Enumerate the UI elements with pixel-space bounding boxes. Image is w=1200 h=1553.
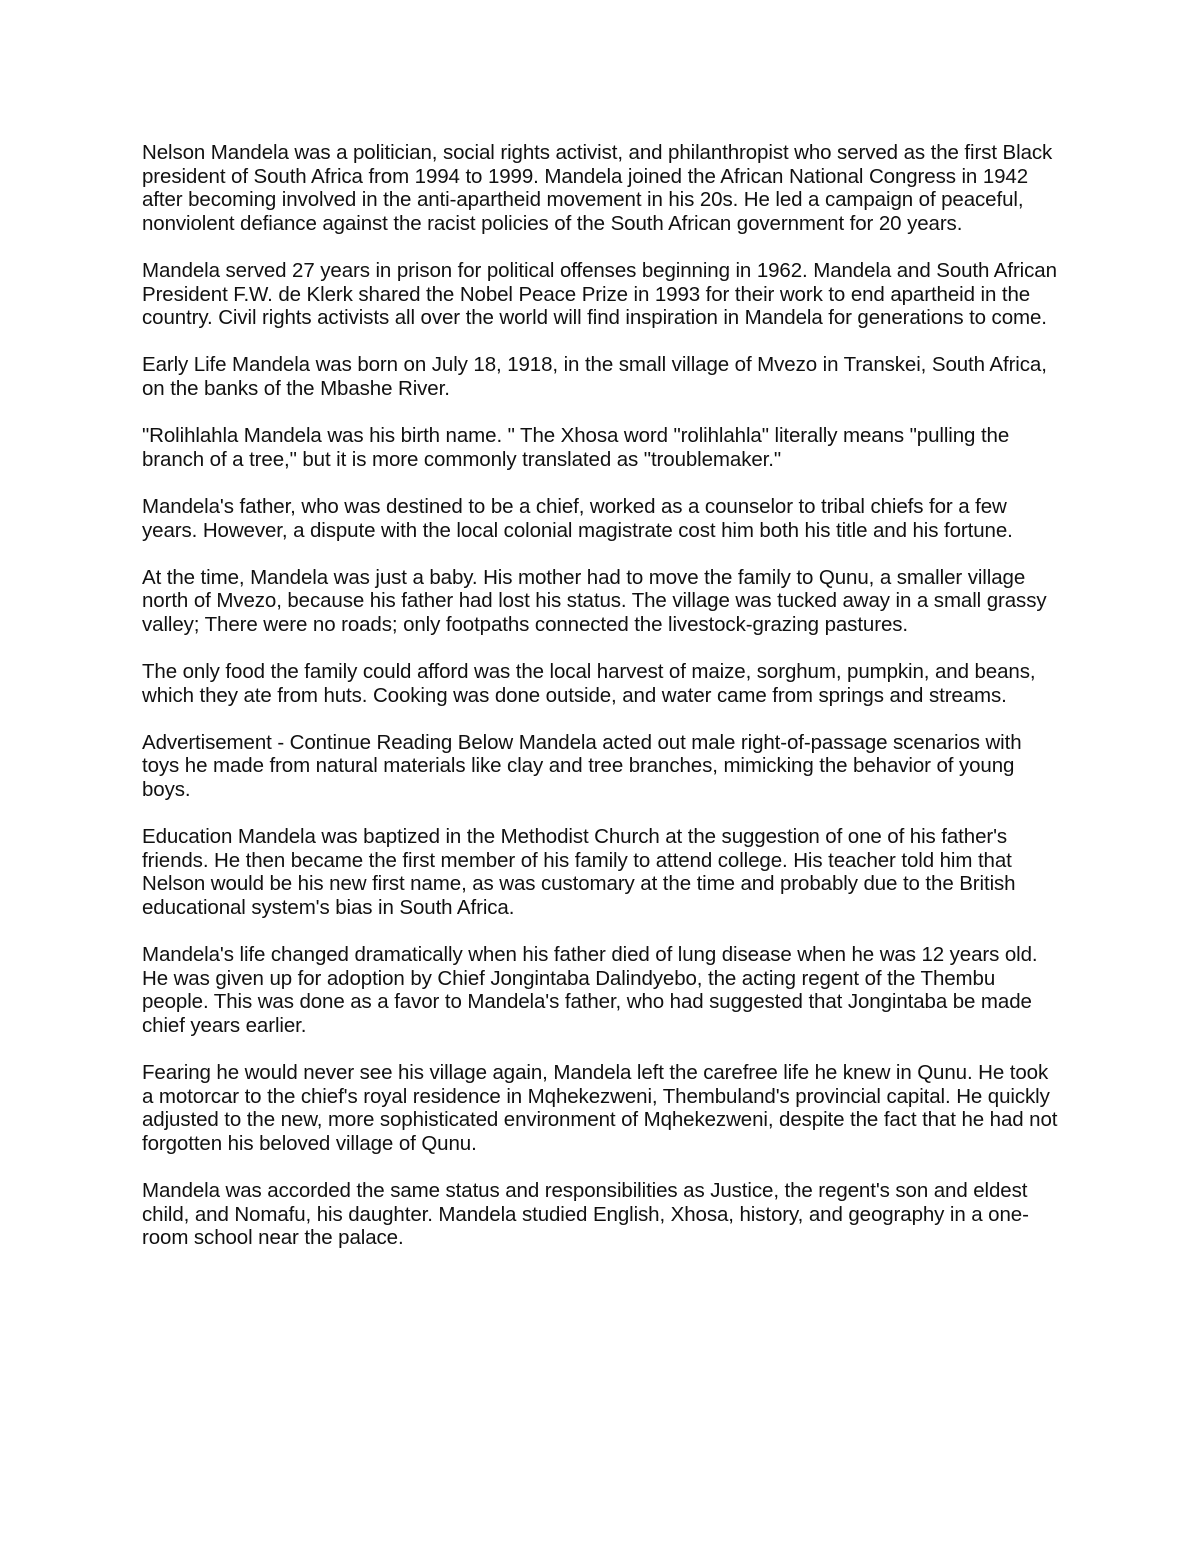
document-body [142,141,1060,1274]
paragraph-birth-name: "Rolihlahla Mandela was his birth name. " The Xhosa word "rolihlahla" literally means "pulling the branch of a tree," but it is more commonly translated as "troublemaker." [142,424,1010,471]
paragraph-adoption: Mandela's life changed dramatically when his father died of lung disease when he was 12 years old. He was given up for adoption by Chief Jongintaba Dalindyebo, the acting regent of the Thembu people. This was done as a favor to Mandela's father, who had suggested that Jongintaba be made chief years earlier. [142,943,1038,1037]
paragraph-childhood-play: Advertisement - Continue Reading Below Mandela acted out male right-of-passage scenarios with toys he made from natural materials like clay and tree branches, mimicking the behavior of young boys. [142,730,1022,802]
paragraph-education: Education Mandela was baptized in the Methodist Church at the suggestion of one of his father's friends. He then became the first member of his family to attend college. His teacher told him that Nelson would be his new first name, as was customary at the time and probably due to the British educational system's bias in South Africa. [142,825,1016,919]
paragraph-early-life: Early Life Mandela was born on July 18, 1918, in the small village of Mvezo in Transkei, South Africa, on the banks of the Mbashe River. [142,353,1047,400]
paragraph-father: Mandela's father, who was destined to be a chief, worked as a counselor to tribal chiefs for a few years. However, a dispute with the local colonial magistrate cost him both his title and his fortune. [142,494,1013,542]
paragraph-prison-nobel: Mandela served 27 years in prison for political offenses beginning in 1962. Mandela and South African President F.W. de Klerk shared the Nobel Peace Prize in 1993 for their work to end apartheid in the country. Civil rights activists all over the world will find inspiration in Mandela for generations to come. [142,258,1057,330]
paragraph-food: The only food the family could afford was the local harvest of maize, sorghum, pumpkin, and beans, which they ate from huts. Cooking was done outside, and water came from springs and streams. [142,660,1036,707]
paragraph-introduction: Nelson Mandela was a politician, social rights activist, and philanthropist who served as the first Black president of South Africa from 1994 to 1999. Mandela joined the African National Congress in 1942 after becoming involved in the anti-apartheid movement in his 20s. He led a campaign of peaceful, nonviolent defiance against the racist policies of the South African government for 20 years. [142,141,1053,235]
paragraph-mqhekezweni: Fearing he would never see his village again, Mandela left the carefree life he knew in Qunu. He took a motorcar to the chief's royal residence in Mqhekezweni, Thembuland's provincial capital. He quickly adjusted to the new, more sophisticated environment of Mqhekezweni, despite the fact that he had not forgotten his beloved village of Qunu. [142,1061,1058,1155]
paragraph-schooling: Mandela was accorded the same status and responsibilities as Justice, the regent's son and eldest child, and Nomafu, his daughter. Mandela studied English, Xhosa, history, and geography in a one-room school near the palace. [142,1179,1029,1250]
paragraph-move-to-qunu: At the time, Mandela was just a baby. His mother had to move the family to Qunu, a smaller village north of Mvezo, because his father had lost his status. The village was tucked away in a small grassy valley; There were no roads; only footpaths connected the livestock-grazing pastures. [142,565,1047,636]
